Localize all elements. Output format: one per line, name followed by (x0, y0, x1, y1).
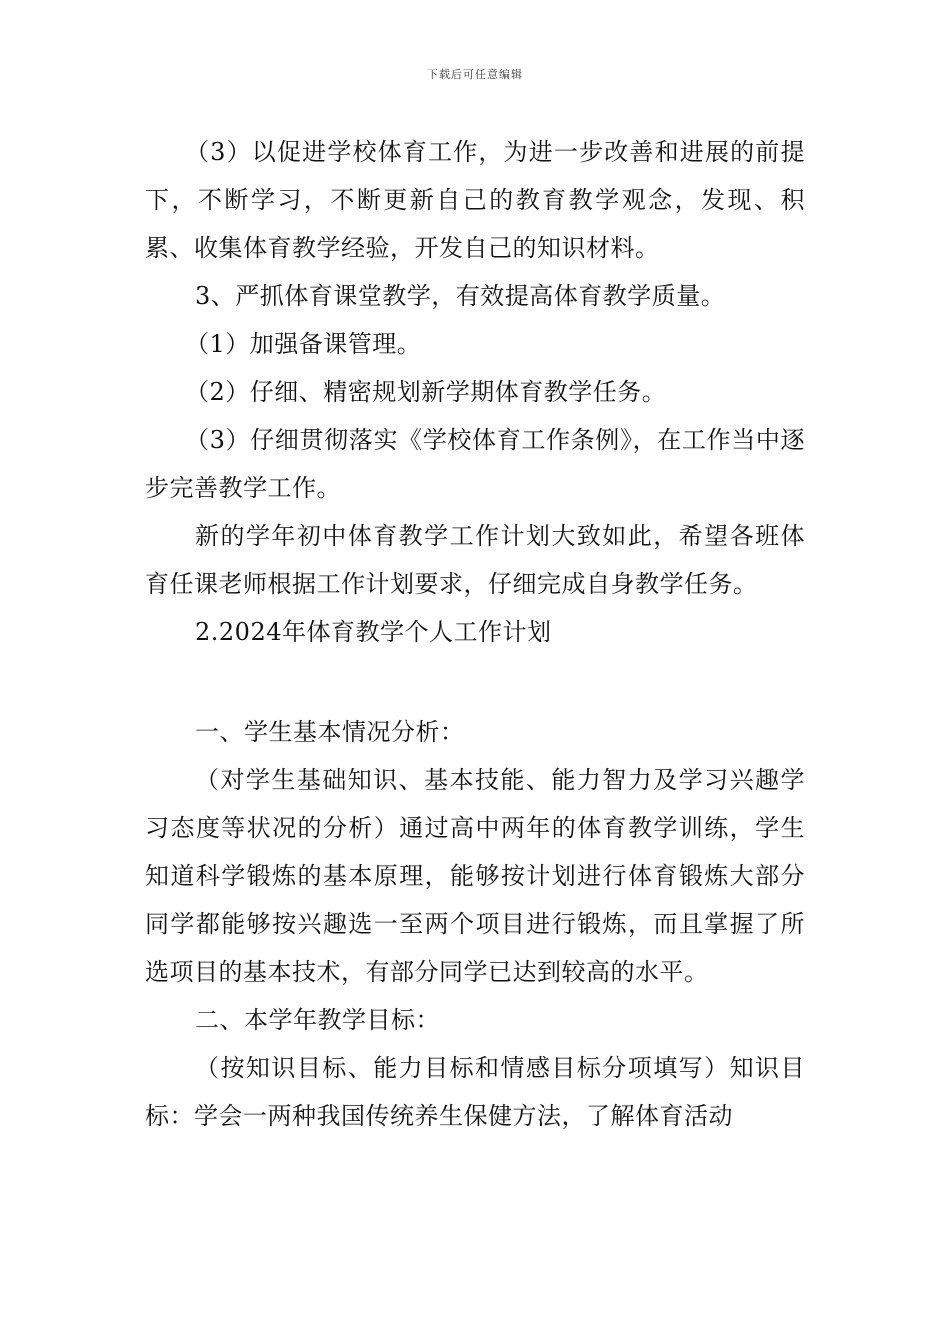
paragraph-conclusion: 新的学年初中体育教学工作计划大致如此，希望各班体育任课老师根据工作计划要求，仔细完成自身教学任务。 (145, 522, 805, 598)
heading-teaching-goals: 二、本学年教学目标： (195, 1006, 440, 1034)
paragraph-item-1-prep: （1）加强备课管理。 (185, 330, 422, 358)
paragraph-item-2-plan: （2）仔细、精密规划新学期体育教学任务。 (185, 378, 667, 406)
paragraph-item-3-implement: （3）仔细贯彻落实《学校体育工作条例》，在工作当中逐步完善教学工作。 (145, 426, 805, 502)
paragraph-section-3-heading: 3、严抓体育课堂教学，有效提高体育教学质量。 (195, 282, 726, 310)
heading-student-analysis: 一、学生基本情况分析： (195, 718, 465, 746)
paragraph-item-3-promote: （3）以促进学校体育工作，为进一步改善和进展的前提下，不断学习，不断更新自己的教育教学观念，发现、积累、收集体育教学经验，开发自己的知识材料。 (145, 138, 805, 262)
document-body (145, 128, 805, 1140)
paragraph-student-analysis: （对学生基础知识、基本技能、能力智力及学习兴趣学习态度等状况的分析）通过高中两年的体育教学训练，学生知道科学锻炼的基本原理，能够按计划进行体育锻炼大部分同学都能够按兴趣选一至两个项目进行锻炼，而且掌握了所选项目的基本技术，有部分同学已达到较高的水平。 (145, 766, 805, 986)
section-title-2024-plan: 2.2024年体育教学个人工作计划 (195, 618, 552, 646)
page-header-note: 下载后可任意编辑 (427, 68, 523, 81)
paragraph-teaching-goals: （按知识目标、能力目标和情感目标分项填写）知识目标：学会一两种我国传统养生保健方法，了解体育活动 (145, 1054, 805, 1130)
